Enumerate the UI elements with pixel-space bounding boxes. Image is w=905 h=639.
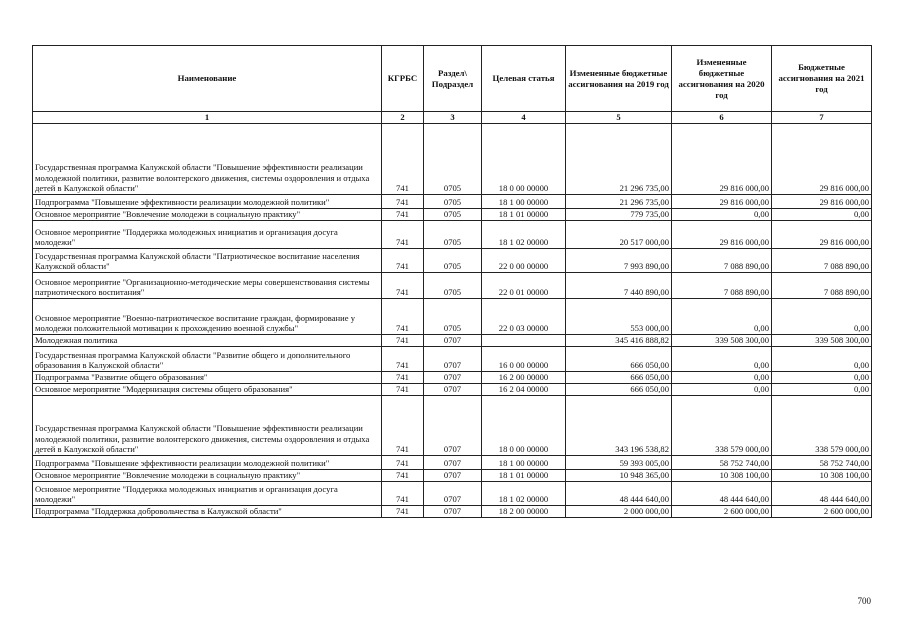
cell-y2021: 339 508 300,00 [772,334,872,346]
cell-kgrbs: 741 [382,298,424,334]
cell-y2019: 7 440 890,00 [566,272,672,298]
cell-y2020: 7 088 890,00 [672,272,772,298]
table-row [33,220,872,248]
table-row [33,123,872,194]
header-target: Целевая статья [482,46,566,112]
cell-section: 0705 [424,208,482,220]
header-2020: Измененные бюджетные ассигнования на 2020 год [672,46,772,112]
cell-y2021: 29 816 000,00 [772,194,872,208]
cell-kgrbs: 741 [382,208,424,220]
budget-table [32,45,872,518]
table-row [33,208,872,220]
cell-target: 18 1 00 00000 [482,194,566,208]
cell-y2020: 339 508 300,00 [672,334,772,346]
cell-target: 22 0 01 00000 [482,272,566,298]
cell-y2021: 29 816 000,00 [772,220,872,248]
cell-section: 0707 [424,346,482,371]
header-row [33,46,872,112]
column-number: 1 [33,112,382,124]
cell-y2019: 666 050,00 [566,371,672,383]
cell-y2019: 666 050,00 [566,346,672,371]
cell-name: Государственная программа Калужской области "Патриотическое воспитание населения Калужской области" [33,248,382,272]
cell-section: 0707 [424,371,482,383]
table-row [33,505,872,517]
column-number: 3 [424,112,482,124]
cell-target [482,334,566,346]
cell-y2019: 48 444 640,00 [566,481,672,505]
cell-y2020: 58 752 740,00 [672,455,772,469]
cell-kgrbs: 741 [382,248,424,272]
table-row [33,346,872,371]
column-number: 6 [672,112,772,124]
cell-kgrbs: 741 [382,346,424,371]
cell-section: 0705 [424,272,482,298]
cell-y2020: 0,00 [672,208,772,220]
table-row [33,194,872,208]
cell-name: Основное мероприятие "Организационно-методические меры совершенствования системы патриотического воспитания" [33,272,382,298]
cell-kgrbs: 741 [382,334,424,346]
cell-target: 18 1 02 00000 [482,481,566,505]
cell-target: 16 0 00 00000 [482,346,566,371]
cell-y2020: 338 579 000,00 [672,395,772,455]
cell-name: Основное мероприятие "Вовлечение молодежи в социальную практику" [33,208,382,220]
cell-y2021: 338 579 000,00 [772,395,872,455]
cell-y2019: 2 000 000,00 [566,505,672,517]
column-number-row [33,112,872,124]
cell-target: 18 0 00 00000 [482,123,566,194]
cell-y2020: 7 088 890,00 [672,248,772,272]
cell-target: 18 1 01 00000 [482,469,566,481]
cell-y2019: 553 000,00 [566,298,672,334]
cell-y2019: 21 296 735,00 [566,194,672,208]
cell-y2021: 48 444 640,00 [772,481,872,505]
header-section: Раздел\ Подраздел [424,46,482,112]
cell-name: Основное мероприятие "Поддержка молодежных инициатив и организация досуга молодежи" [33,481,382,505]
cell-name: Подпрограмма "Повышение эффективности реализации молодежной политики" [33,194,382,208]
header-2021: Бюджетные ассигнования на 2021 год [772,46,872,112]
cell-kgrbs: 741 [382,505,424,517]
cell-section: 0707 [424,505,482,517]
cell-section: 0705 [424,123,482,194]
column-number: 5 [566,112,672,124]
column-number: 2 [382,112,424,124]
cell-y2021: 7 088 890,00 [772,272,872,298]
cell-y2020: 0,00 [672,371,772,383]
cell-name: Основное мероприятие "Вовлечение молодежи в социальную практику" [33,469,382,481]
cell-y2021: 0,00 [772,298,872,334]
cell-y2021: 10 308 100,00 [772,469,872,481]
cell-name: Государственная программа Калужской области "Развитие общего и дополнительного образования в Калужской области" [33,346,382,371]
header-2019: Измененные бюджетные ассигнования на 2019 год [566,46,672,112]
cell-section: 0707 [424,383,482,395]
cell-section: 0707 [424,395,482,455]
cell-y2019: 343 196 538,82 [566,395,672,455]
cell-section: 0707 [424,455,482,469]
cell-name: Государственная программа Калужской области "Повышение эффективности реализации молодежной политики, развитие волонтерского движения, системы оздоровления и отдыха детей в Калужской области" [33,395,382,455]
cell-y2021: 0,00 [772,346,872,371]
cell-kgrbs: 741 [382,383,424,395]
cell-y2020: 0,00 [672,346,772,371]
cell-y2020: 29 816 000,00 [672,123,772,194]
column-number: 7 [772,112,872,124]
cell-y2019: 20 517 000,00 [566,220,672,248]
cell-target: 18 1 02 00000 [482,220,566,248]
cell-y2020: 0,00 [672,298,772,334]
cell-y2020: 2 600 000,00 [672,505,772,517]
table-row [33,371,872,383]
header-name: Наименование [33,46,382,112]
cell-kgrbs: 741 [382,272,424,298]
cell-y2020: 48 444 640,00 [672,481,772,505]
cell-y2019: 7 993 890,00 [566,248,672,272]
cell-y2019: 59 393 005,00 [566,455,672,469]
table-row [33,334,872,346]
cell-name: Молодежная политика [33,334,382,346]
cell-y2020: 10 308 100,00 [672,469,772,481]
cell-kgrbs: 741 [382,469,424,481]
table-row [33,298,872,334]
cell-kgrbs: 741 [382,123,424,194]
cell-kgrbs: 741 [382,455,424,469]
cell-name: Подпрограмма "Поддержка добровольчества в Калужской области" [33,505,382,517]
cell-y2021: 29 816 000,00 [772,123,872,194]
table-row [33,272,872,298]
cell-section: 0705 [424,248,482,272]
cell-y2021: 0,00 [772,383,872,395]
cell-kgrbs: 741 [382,220,424,248]
cell-y2019: 10 948 365,00 [566,469,672,481]
cell-y2020: 29 816 000,00 [672,194,772,208]
cell-section: 0705 [424,298,482,334]
cell-target: 22 0 00 00000 [482,248,566,272]
cell-target: 16 2 00 00000 [482,371,566,383]
table-row [33,469,872,481]
cell-section: 0707 [424,481,482,505]
cell-y2021: 0,00 [772,208,872,220]
cell-kgrbs: 741 [382,481,424,505]
cell-y2019: 666 050,00 [566,383,672,395]
header-kgrbs: КГРБС [382,46,424,112]
cell-kgrbs: 741 [382,395,424,455]
cell-kgrbs: 741 [382,194,424,208]
cell-name: Основное мероприятие "Поддержка молодежных инициатив и организация досуга молодежи" [33,220,382,248]
cell-target: 18 1 01 00000 [482,208,566,220]
cell-target: 22 0 03 00000 [482,298,566,334]
table-row [33,481,872,505]
cell-section: 0705 [424,220,482,248]
page-number: 700 [857,596,871,606]
cell-target: 18 1 00 00000 [482,455,566,469]
table-row [33,455,872,469]
cell-y2021: 0,00 [772,371,872,383]
cell-name: Государственная программа Калужской области "Повышение эффективности реализации молодежной политики, развитие волонтерского движения, системы оздоровления и отдыха детей в Калужской области" [33,123,382,194]
cell-y2021: 2 600 000,00 [772,505,872,517]
cell-section: 0707 [424,469,482,481]
cell-kgrbs: 741 [382,371,424,383]
cell-section: 0707 [424,334,482,346]
cell-y2021: 58 752 740,00 [772,455,872,469]
column-number: 4 [482,112,566,124]
table-row [33,395,872,455]
cell-name: Основное мероприятие "Модернизация системы общего образования" [33,383,382,395]
cell-target: 18 2 00 00000 [482,505,566,517]
cell-section: 0705 [424,194,482,208]
cell-target: 18 0 00 00000 [482,395,566,455]
cell-target: 16 2 04 00000 [482,383,566,395]
cell-name: Основное мероприятие "Военно-патриотическое воспитание граждан, формирование у молодежи положительной мотивации к прохождению военной службы" [33,298,382,334]
cell-y2020: 0,00 [672,383,772,395]
cell-name: Подпрограмма "Развитие общего образования" [33,371,382,383]
cell-y2019: 21 296 735,00 [566,123,672,194]
table-row [33,383,872,395]
cell-y2019: 345 416 888,82 [566,334,672,346]
cell-y2019: 779 735,00 [566,208,672,220]
cell-y2020: 29 816 000,00 [672,220,772,248]
cell-name: Подпрограмма "Повышение эффективности реализации молодежной политики" [33,455,382,469]
table-row [33,248,872,272]
cell-y2021: 7 088 890,00 [772,248,872,272]
